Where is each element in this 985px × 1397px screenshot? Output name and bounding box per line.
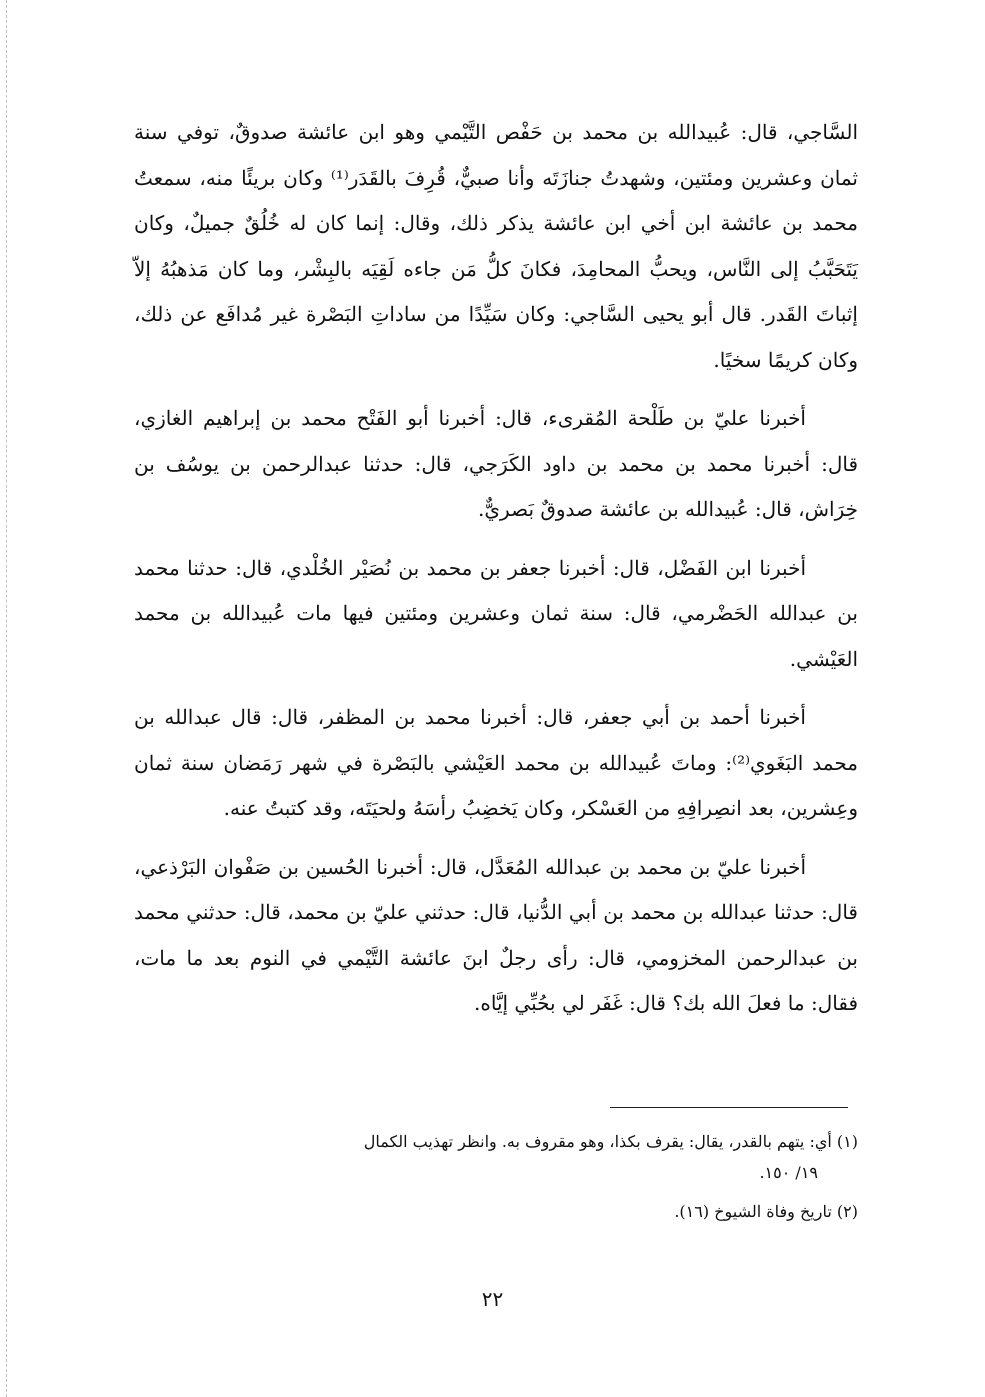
- footnote-2-label: (٢): [836, 1202, 858, 1221]
- footnote-2: [134, 1196, 858, 1227]
- paragraph-2: أخبرنا عليّ بن طَلْحة المُقرىء، قال: أخبرنا أبو الفَتْح محمد بن إبراهيم الغازي، قال: أخبرنا محمد بن محمد بن داود الكَرَجي، قال: حدثنا عبدالرحمن بن يوسُف بن خِرَاش، قال: عُبيدالله بن عائشة صدوقٌ بَصريٌّ.: [134, 406, 858, 521]
- footnote-1: [134, 1126, 858, 1188]
- paragraph-4: أخبرنا أحمد بن أبي جعفر، قال: أخبرنا محمد بن المظفر، قال: قال عبدالله بن محمد البَغَوي⁽²⁾: وماتَ عُبيدالله بن محمد العَيْشي بالبَصْرة في شهر رَمَضان سنة ثمان وعِشرين، بعد انصِرافِهِ من العَسْكر، وكان يَخضِبُ رأسَهُ ولحيَتَه، وقد كتبتُ عنه.: [134, 705, 858, 820]
- page-number: ٢٢: [481, 1287, 504, 1311]
- footnote-1-text: أي: يتهم بالقدر، يقال: يقرف بكذا، وهو مقروف به. وانظر تهذيب الكمال: [363, 1132, 832, 1151]
- paragraph-3: أخبرنا ابن الفَضْل، قال: أخبرنا جعفر بن محمد بن نُصَيْر الخُلْدي، قال: حدثنا محمد بن عبدالله الحَضْرمي، قال: سنة ثمان وعشرين ومئتين فيها مات عُبيدالله بن محمد العَيْشي.: [134, 555, 858, 671]
- footnote-2-text: تاريخ وفاة الشيوخ (١٦).: [674, 1202, 832, 1221]
- footnote-separator: [610, 1107, 848, 1108]
- main-text: [134, 110, 858, 1040]
- footnote-1-label: (١): [836, 1132, 858, 1151]
- footnotes: [134, 1126, 858, 1235]
- scan-edge-line: [6, 0, 7, 1397]
- footnote-1-continuation: ١٩/ ١٥٠.: [759, 1163, 818, 1182]
- paragraph-5: أخبرنا عليّ بن محمد بن عبدالله المُعَدَّل، قال: أخبرنا الحُسين بن صَفْوان البَرْذعي، قال: حدثنا عبدالله بن محمد بن أبي الدُّنيا، قال: حدثني عليّ بن محمد، قال: حدثني محمد بن عبدالرحمن المخزومي، قال: رأى رجلٌ ابنَ عائشة التَّيْمي في النوم بعد ما مات، فقال: ما فعلَ الله بك؟ قال: غَفَر لي بحُبِّي إيَّاه.: [134, 854, 858, 1015]
- paragraph-1: السَّاجي، قال: عُبيدالله بن محمد بن حَفْص التَّيْمي وهو ابن عائشة صدوقٌ، توفي سنة ثمان وعشرين ومئتين، وشهدتُ جنازَتَه وأنا صبيٌّ، قُرِفَ بالقَدَر⁽¹⁾ وكان بريئًا منه، سمعتُ محمد بن عائشة ابن أخي ابن عائشة يذكر ذلك، وقال: إنما كان له خُلُقٌ جميلٌ، وكان يَتَحَبَّبُ إلى النَّاس، ويحبُّ المحامِدَ، فكانَ كلُّ مَن جاءه لَقِيَه بالبِشْر، وما كان مَذهبُهُ إلاّ إثباتَ القَدر. قال أبو يحيى السَّاجي: وكان سَيِّدًا من ساداتِ البَصْرة غير مُدافَع عن ذلك، وكان كريمًا سخيًا.: [134, 120, 859, 372]
